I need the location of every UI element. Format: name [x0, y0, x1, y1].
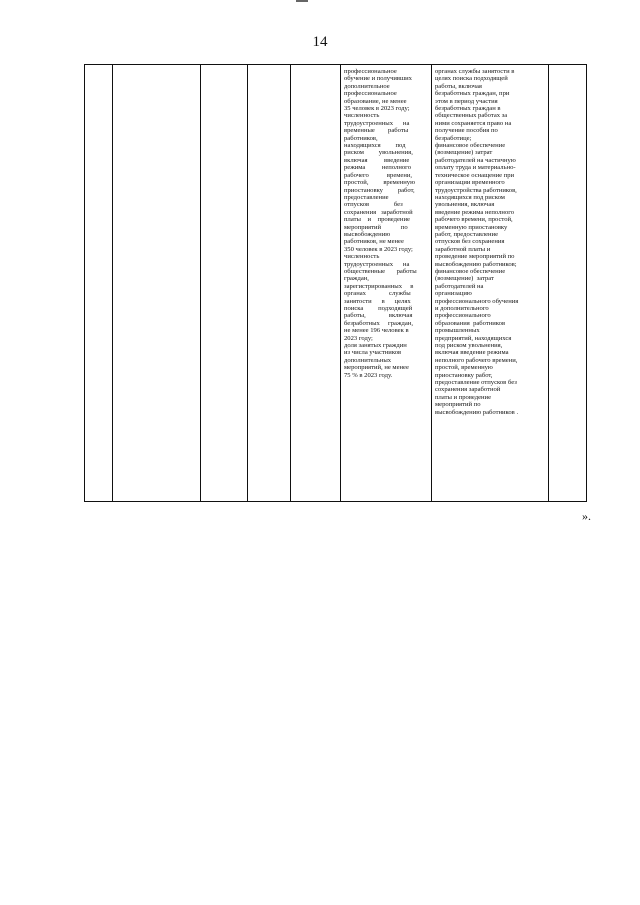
indicators-cell: профессиональное обучение и получивших дополнительное профессиональное образование, не менее 35 человек в 2023 году; численность трудоустроенных на временные работы работников, находящихся под риском увольнения, включая введение режима неполного рабочего времени, простой, временную приостановку работ, предоставление отпусков без сохранения заработной платы и проведение мероприятий по высвобождению работников, не менее 350 человек в 2023 году; численность трудоустроенных на общественные работы граждан, зарегистрированных в органах службы занятости в целях поиска подходящей работы, включая безработных граждан, не менее 196 человек в 2023 году; доля занятых граждин из числа участников дополнительных мероприятий, не менее 75 % в 2023 году. — [344, 68, 417, 379]
column-divider — [247, 65, 248, 501]
measures-cell: органах службы занятости в целях поиска подходящей работы, включая безработных граждан, при этом в период участия безработных граждан в общественных работах за ними сохраняется право на получение пособия по безработице; финансовое обеспечение (возмещение) затрат работодателей на частичную оплату труда и материально- техническое оснащение при организации временного трудоустройства работников, находящихся под риском увольнения, включая введение режима неполного рабочего времени, простой, временную приостановку работ, предоставление отпусков без сохранения заработной платы и проведение мероприятий по высвобождению работников; финансовое обеспечение (возмещение) затрат работодателей на организацию профессионального обучения и дополнительного профессионального образования работников промышленных предприятий, находящихся под риском увольнения, включая введение режима неполного рабочего времени, простой, временную приостановку работ, предоставление отпусков без сохранения заработной платы и проведение мероприятий по высвобождению работников . — [435, 68, 519, 416]
scan-artifact — [296, 0, 308, 2]
column-divider — [431, 65, 432, 501]
closing-quote: ». — [582, 509, 591, 523]
column-divider — [112, 65, 113, 501]
column-divider — [290, 65, 291, 501]
continuation-table — [84, 64, 587, 502]
column-divider — [200, 65, 201, 501]
column-divider — [548, 65, 549, 501]
page-number: 14 — [312, 34, 328, 50]
column-divider — [340, 65, 341, 501]
